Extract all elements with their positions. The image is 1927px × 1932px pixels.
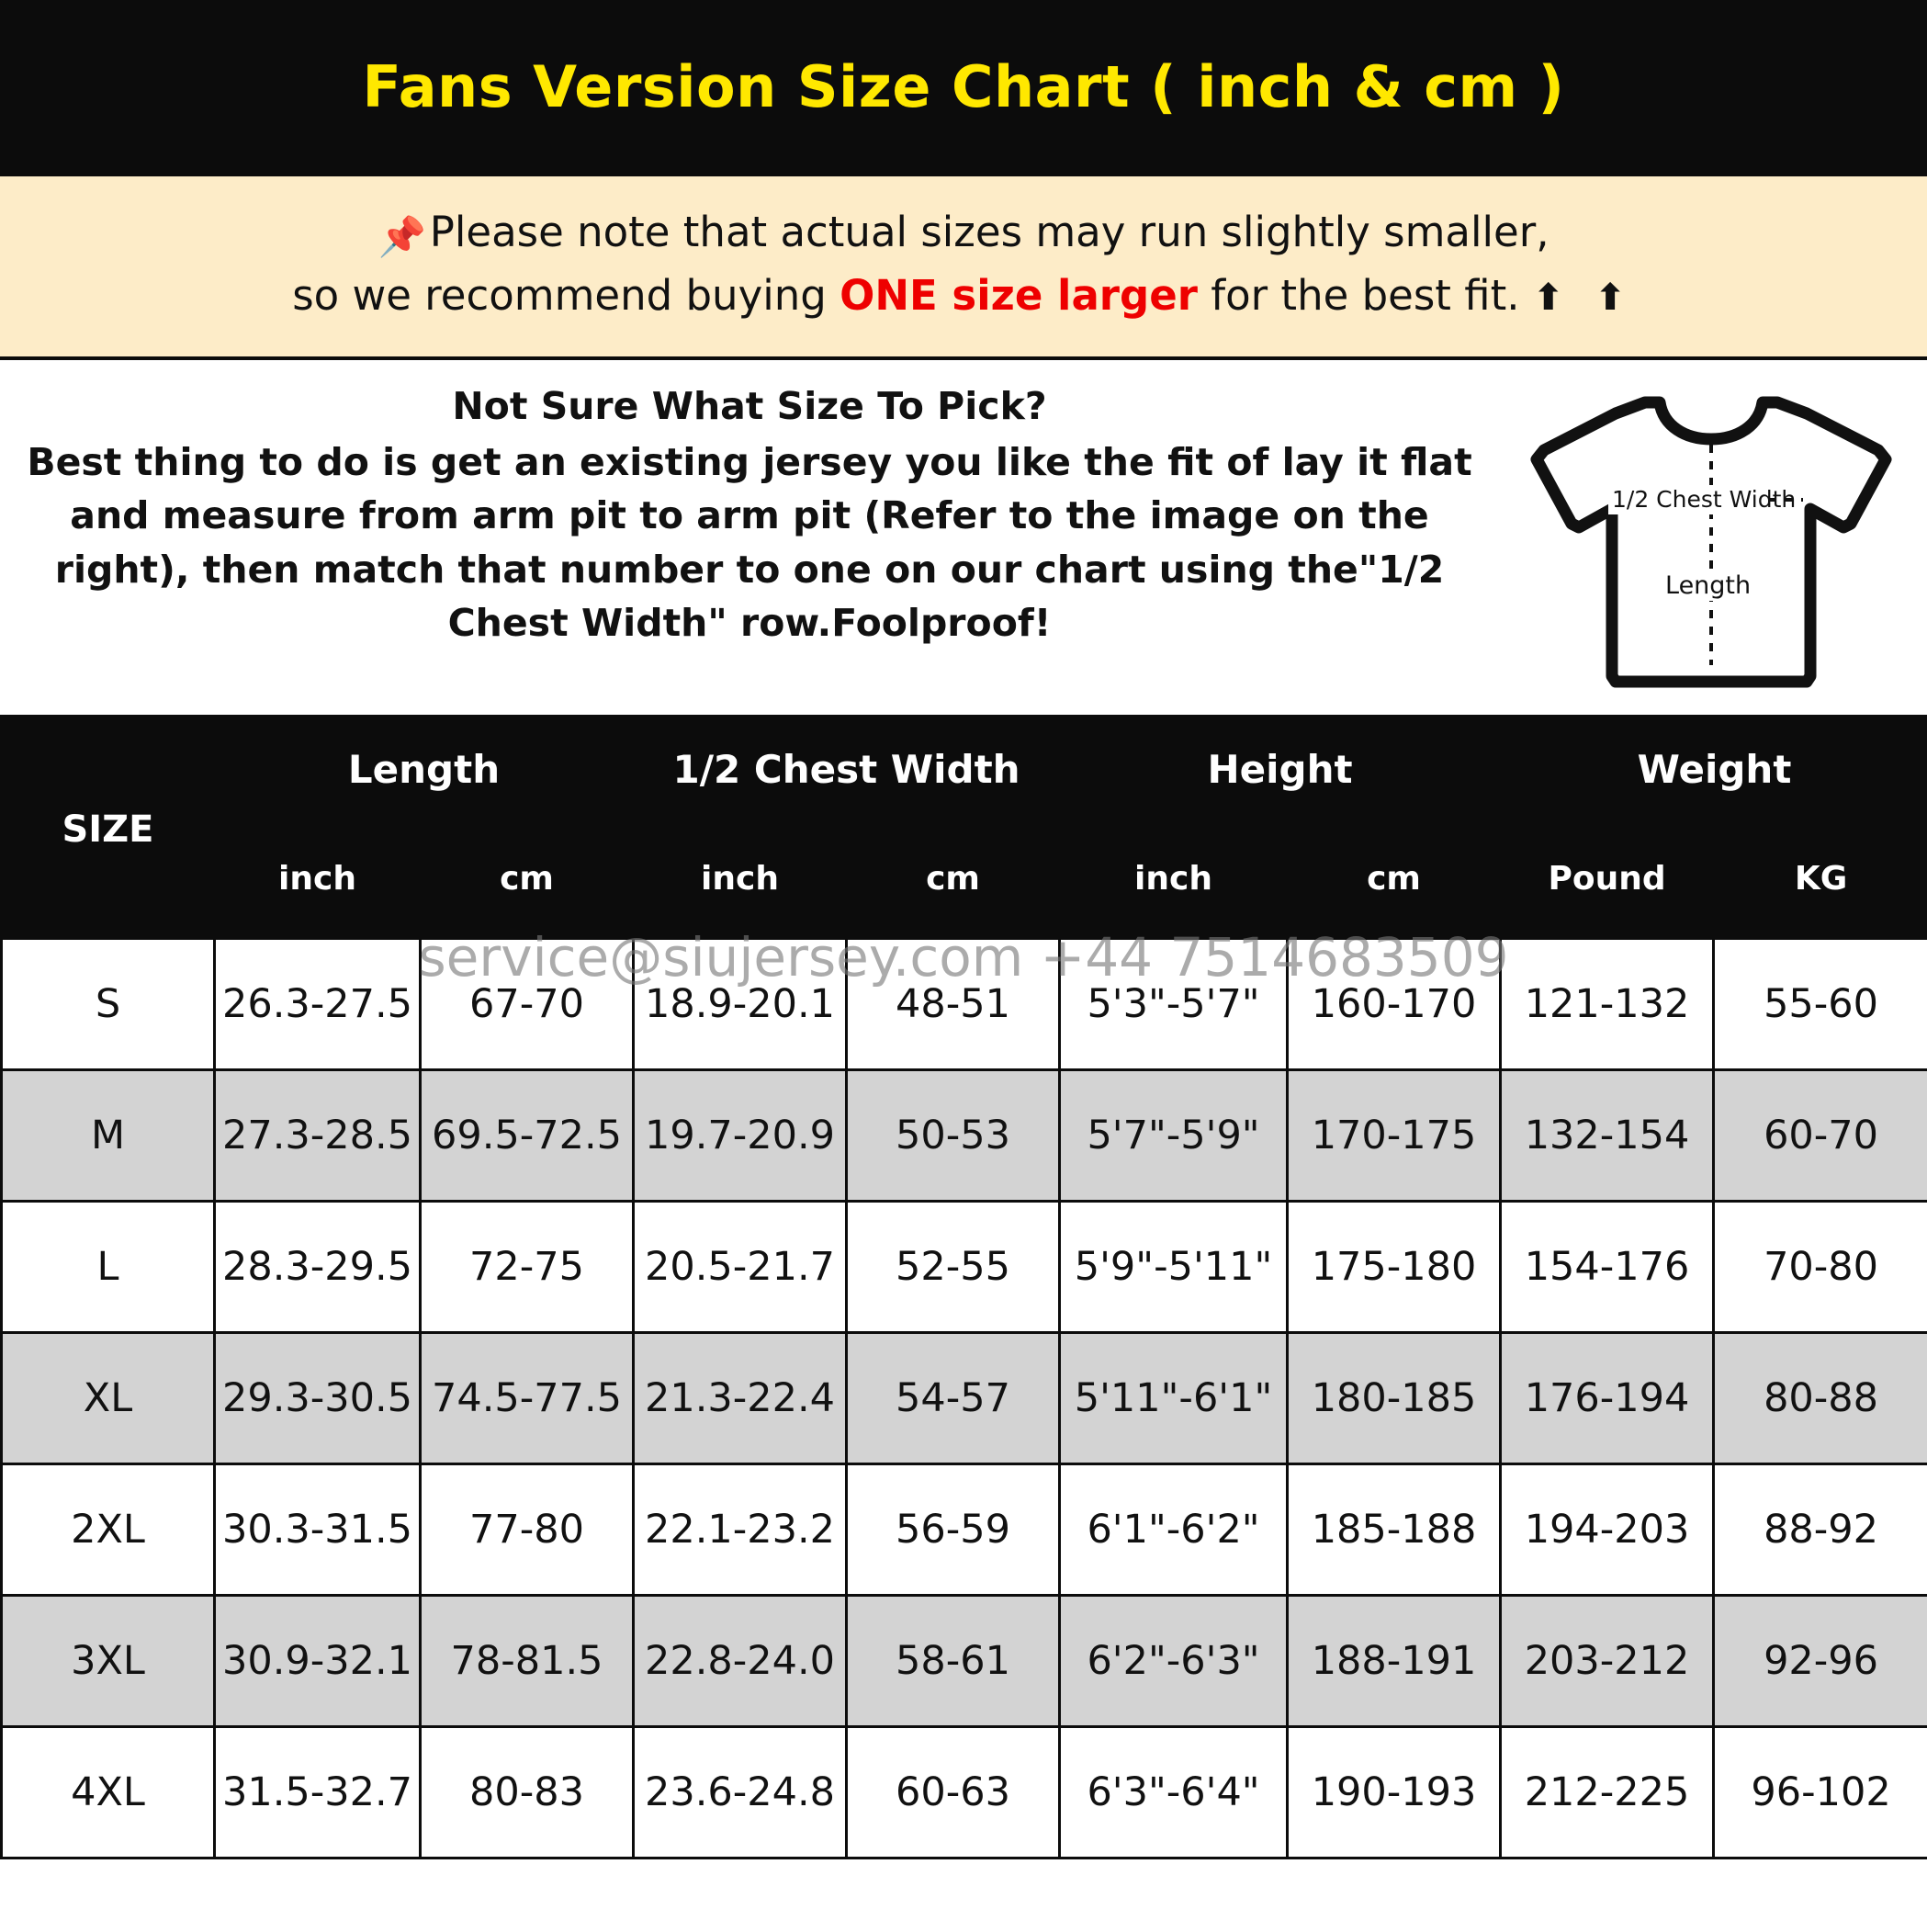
cell-weight-kg: 92-96	[1714, 1596, 1927, 1727]
header-unit-weight-pound: Pound	[1501, 819, 1714, 939]
cell-length-inch: 28.3-29.5	[215, 1202, 421, 1333]
cell-length-cm: 77-80	[421, 1464, 634, 1596]
cell-weight-pound: 176-194	[1501, 1333, 1714, 1464]
cell-height-cm: 190-193	[1288, 1727, 1501, 1859]
note-line-1	[18, 202, 1909, 266]
header-group-weight: Weight	[1501, 720, 1927, 819]
cell-weight-kg: 55-60	[1714, 939, 1927, 1070]
cell-weight-kg: 80-88	[1714, 1333, 1927, 1464]
table-group-header-row	[2, 720, 1927, 819]
header-unit-weight-kg: KG	[1714, 819, 1927, 939]
table-row	[2, 1464, 1927, 1596]
header-unit-height-cm: cm	[1288, 819, 1501, 939]
cell-weight-pound: 132-154	[1501, 1070, 1714, 1202]
cell-chest-inch: 19.7-20.9	[634, 1070, 847, 1202]
header-group-chest-width: 1/2 Chest Width	[634, 720, 1060, 819]
note-banner	[0, 176, 1927, 360]
table-row	[2, 1727, 1927, 1859]
cell-chest-inch: 18.9-20.1	[634, 939, 847, 1070]
cell-length-cm: 78-81.5	[421, 1596, 634, 1727]
cell-chest-cm: 60-63	[847, 1727, 1060, 1859]
shirt-chest-label: 1/2 Chest Width	[1612, 486, 1797, 514]
cell-height-inch: 5'7"-5'9"	[1060, 1070, 1288, 1202]
cell-length-cm: 74.5-77.5	[421, 1333, 634, 1464]
table-head	[2, 720, 1927, 939]
header-unit-length-inch: inch	[215, 819, 421, 939]
cell-chest-inch: 22.8-24.0	[634, 1596, 847, 1727]
cell-length-cm: 80-83	[421, 1727, 634, 1859]
table-unit-header-row	[2, 819, 1927, 939]
header-unit-chest-inch: inch	[634, 819, 847, 939]
table-row	[2, 1333, 1927, 1464]
cell-height-cm: 188-191	[1288, 1596, 1501, 1727]
info-body: Best thing to do is get an existing jersey you like the fit of lay it flat and measure from arm pit to arm pit (Refer to the image on the right), then match that number to one on our chart using the"1/2 Chest Width" row.Foolproof!	[27, 440, 1472, 645]
cell-height-cm: 170-175	[1288, 1070, 1501, 1202]
cell-length-inch: 30.3-31.5	[215, 1464, 421, 1596]
cell-length-inch: 29.3-30.5	[215, 1333, 421, 1464]
table-row	[2, 1596, 1927, 1727]
cell-chest-cm: 54-57	[847, 1333, 1060, 1464]
note-emphasis: ONE size larger	[840, 270, 1198, 320]
cell-height-cm: 175-180	[1288, 1202, 1501, 1333]
cell-weight-kg: 88-92	[1714, 1464, 1927, 1596]
cell-chest-cm: 50-53	[847, 1070, 1060, 1202]
cell-weight-pound: 194-203	[1501, 1464, 1714, 1596]
note-line-2	[18, 266, 1909, 325]
header-group-length: Length	[215, 720, 634, 819]
note-text-2a: so we recommend buying	[292, 270, 840, 320]
cell-length-cm: 72-75	[421, 1202, 634, 1333]
header-unit-length-cm: cm	[421, 819, 634, 939]
cell-weight-kg: 70-80	[1714, 1202, 1927, 1333]
cell-chest-cm: 52-55	[847, 1202, 1060, 1333]
cell-weight-pound: 212-225	[1501, 1727, 1714, 1859]
cell-length-inch: 30.9-32.1	[215, 1596, 421, 1727]
cell-height-cm: 160-170	[1288, 939, 1501, 1070]
cell-height-inch: 6'2"-6'3"	[1060, 1596, 1288, 1727]
cell-size: L	[2, 1202, 215, 1333]
cell-length-inch: 27.3-28.5	[215, 1070, 421, 1202]
tshirt-icon	[1527, 390, 1895, 693]
cell-height-inch: 5'11"-6'1"	[1060, 1333, 1288, 1464]
cell-size: 4XL	[2, 1727, 215, 1859]
header-unit-chest-cm: cm	[847, 819, 1060, 939]
table-row	[2, 1070, 1927, 1202]
cell-length-cm: 69.5-72.5	[421, 1070, 634, 1202]
cell-size: 2XL	[2, 1464, 215, 1596]
cell-size: S	[2, 939, 215, 1070]
cell-height-inch: 5'9"-5'11"	[1060, 1202, 1288, 1333]
cell-chest-inch: 22.1-23.2	[634, 1464, 847, 1596]
cell-weight-kg: 60-70	[1714, 1070, 1927, 1202]
cell-size: 3XL	[2, 1596, 215, 1727]
page-title: Fans Version Size Chart ( inch & cm )	[362, 53, 1565, 120]
note-text-2b: for the best fit.	[1197, 270, 1533, 320]
cell-height-inch: 5'3"-5'7"	[1060, 939, 1288, 1070]
cell-height-inch: 6'3"-6'4"	[1060, 1727, 1288, 1859]
header-bar	[0, 0, 1927, 176]
header-unit-height-inch: inch	[1060, 819, 1288, 939]
table-row	[2, 1202, 1927, 1333]
cell-weight-pound: 121-132	[1501, 939, 1714, 1070]
info-section	[0, 360, 1927, 718]
info-text-block	[0, 380, 1495, 650]
cell-weight-pound: 203-212	[1501, 1596, 1714, 1727]
contact-watermark: service@siujersey.com +44 7514683509	[418, 926, 1509, 989]
cell-weight-kg: 96-102	[1714, 1727, 1927, 1859]
shirt-length-label: Length	[1665, 571, 1752, 601]
cell-chest-cm: 56-59	[847, 1464, 1060, 1596]
header-group-height: Height	[1060, 720, 1501, 819]
cell-length-inch: 26.3-27.5	[215, 939, 421, 1070]
cell-size: XL	[2, 1333, 215, 1464]
cell-chest-inch: 20.5-21.7	[634, 1202, 847, 1333]
info-question: Not Sure What Size To Pick?	[452, 384, 1047, 429]
cell-length-cm: 67-70	[421, 939, 634, 1070]
cell-chest-inch: 21.3-22.4	[634, 1333, 847, 1464]
header-size: SIZE	[2, 720, 215, 939]
table-row	[2, 939, 1927, 1070]
table-body	[2, 939, 1927, 1859]
cell-height-cm: 185-188	[1288, 1464, 1501, 1596]
cell-size: M	[2, 1070, 215, 1202]
arrow-up-icon: ⬆ ⬆	[1532, 276, 1635, 319]
cell-height-cm: 180-185	[1288, 1333, 1501, 1464]
pushpin-icon: 📌	[378, 214, 426, 259]
shirt-diagram	[1495, 380, 1927, 693]
cell-chest-cm: 48-51	[847, 939, 1060, 1070]
cell-length-inch: 31.5-32.7	[215, 1727, 421, 1859]
size-table	[0, 718, 1927, 1859]
cell-weight-pound: 154-176	[1501, 1202, 1714, 1333]
cell-chest-inch: 23.6-24.8	[634, 1727, 847, 1859]
cell-chest-cm: 58-61	[847, 1596, 1060, 1727]
note-text-1: Please note that actual sizes may run slightly smaller,	[429, 208, 1549, 256]
cell-height-inch: 6'1"-6'2"	[1060, 1464, 1288, 1596]
